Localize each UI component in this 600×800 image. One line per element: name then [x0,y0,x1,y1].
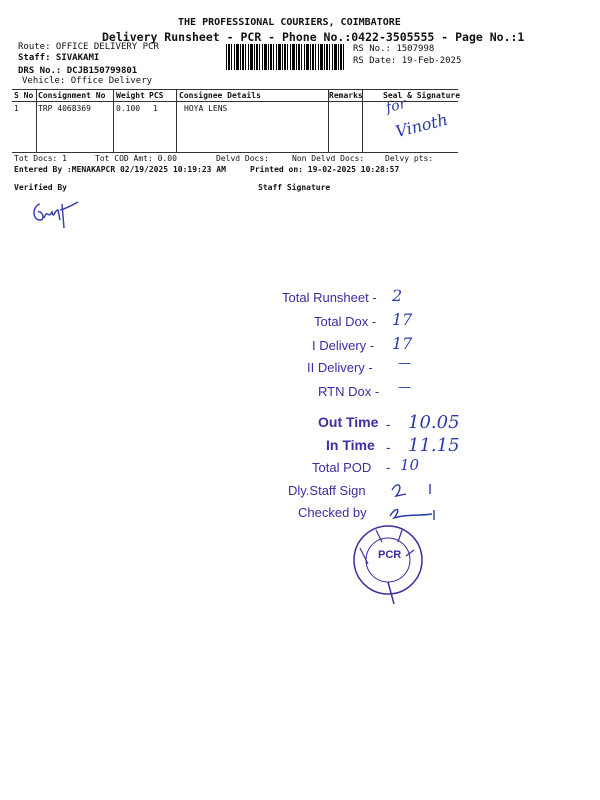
col-sno: S No [14,91,34,100]
stamp-sign-scribbles [386,478,446,526]
stamp-ii-delivery-value: — [398,356,411,371]
stamp-out-time-label: Out Time [318,414,379,430]
stamp-total-dox-label: Total Dox - [314,314,377,329]
stamp-total-runsheet-label: Total Runsheet - [282,290,377,305]
stamp-in-time-value: 11.15 [408,435,460,456]
runsheet-title: Delivery Runsheet - PCR - Phone No.:0422-3505555 - Page No.:1 [102,30,525,44]
stamp-total-pod-label: Total POD [312,460,372,475]
pcr-round-seal [346,520,432,606]
tot-docs: Tot Docs: 1 [14,154,67,163]
verified-signature [30,198,82,230]
drs-number: DRS No.: DCJB150799801 [18,66,138,76]
non-delvd-docs: Non Delvd Docs: [292,154,365,163]
rs-date: RS Date: 19-Feb-2025 [353,56,462,66]
cell-consignee: HOYA LENS [184,104,228,113]
col-consignment: Consignment No [38,91,106,100]
tot-cod: Tot COD Amt: 0.00 [95,154,177,163]
stamp-rtn-dox-label: RTN Dox - [318,384,380,399]
stamp-total-dox-value: 17 [392,310,413,329]
stamp-in-time-label: In Time [326,437,375,453]
col-seal: Seal & Signature [383,91,461,100]
stamp-total-pod-value: 10 [400,456,420,474]
col-remarks: Remarks [329,91,363,100]
vehicle: Vehicle: Office Delivery [22,76,153,86]
stamp-checked-by-label: Checked by [298,505,367,520]
seal-handwriting-for: for [384,95,408,117]
stamp-i-delivery-label: I Delivery - [312,338,375,353]
seal-text: PCR [378,549,402,561]
cell-consignment: TRP 4068369 [38,104,91,113]
cell-pcs: 1 [153,104,158,113]
rs-number: RS No.: 1507998 [353,44,435,54]
route: Route: OFFICE DELIVERY PCR [18,42,159,52]
col-consignee: Consignee Details [179,91,261,100]
col-weight: Weight [116,91,145,100]
stamp-rtn-dox-value: — [398,380,411,395]
cell-sno: 1 [14,104,19,113]
entered-by: Entered By :MENAKAPCR 02/19/2025 10:19:23 AM [14,165,226,174]
stamp-total-runsheet-value: 2 [392,286,403,305]
company-name: THE PROFESSIONAL COURIERS, COIMBATORE [178,17,401,28]
delvd-docs: Delvd Docs: [216,154,269,163]
stamp-i-delivery-value: 17 [392,334,413,353]
staff: Staff: SIVAKAMI [18,53,100,63]
col-pcs: PCS [149,91,164,100]
printed-on: Printed on: 19-02-2025 10:28:57 [250,165,400,174]
stamp-staff-sign-label: Dly.Staff Sign [288,483,366,498]
barcode [226,44,344,70]
cell-weight: 0.100 [116,104,141,113]
seal-handwriting-name: Vinoth [393,109,450,142]
staff-signature-label: Staff Signature [258,183,331,192]
stamp-out-time-value: 10.05 [408,412,460,433]
delvy-pts: Delvy pts: [385,154,434,163]
verified-by-label: Verified By [14,183,67,192]
stamp-ii-delivery-label: II Delivery - [307,360,373,375]
